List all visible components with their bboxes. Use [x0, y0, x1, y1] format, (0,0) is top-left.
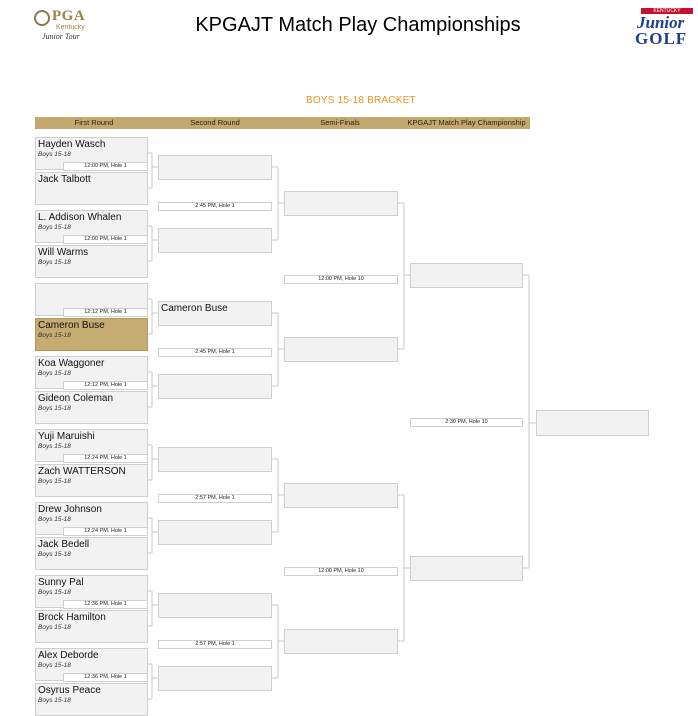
- player-division: Boys 15-18: [38, 697, 71, 704]
- second-round-slot[interactable]: [158, 593, 272, 618]
- match-time-label: 12:00 PM, Hole 10: [284, 275, 398, 284]
- match-time-label: 12:36 PM, Hole 1: [63, 600, 148, 609]
- kyjg-logo-junior: Junior: [637, 13, 685, 32]
- column-header-semi-finals: Semi-Finals: [320, 118, 360, 127]
- bracket-title: BOYS 15-18 BRACKET: [306, 95, 416, 106]
- player-division: Boys 15-18: [38, 224, 71, 231]
- player-division: Boys 15-18: [38, 443, 71, 450]
- player-name: Will Warms: [38, 247, 89, 258]
- player-division: Boys 15-18: [38, 259, 71, 266]
- match-time-label: 2:57 PM, Hole 1: [158, 640, 272, 649]
- semi-final-slot[interactable]: [284, 191, 398, 216]
- player-name: Alex Deborde: [38, 650, 99, 661]
- player-slot[interactable]: [35, 245, 148, 278]
- column-header-championship: KPGAJT Match Play Championship: [407, 118, 526, 127]
- player-name: Osyrus Peace: [38, 685, 101, 696]
- second-round-slot[interactable]: [158, 666, 272, 691]
- player-name: L. Addison Whalen: [38, 212, 122, 223]
- player-name: Jack Bedell: [38, 539, 90, 550]
- semi-final-slot[interactable]: [284, 337, 398, 362]
- match-time-label: 12:00 PM, Hole 1: [63, 162, 148, 171]
- second-round-slot[interactable]: [158, 520, 272, 545]
- champion-slot[interactable]: [536, 410, 649, 436]
- final-slot[interactable]: [410, 556, 523, 581]
- second-round-slot[interactable]: [158, 374, 272, 399]
- player-division: Boys 15-18: [38, 516, 71, 523]
- second-round-slot[interactable]: [158, 447, 272, 472]
- match-time-label: 12:00 PM, Hole 10: [284, 567, 398, 576]
- match-time-label: 2:30 PM, Hole 10: [410, 418, 523, 427]
- player-division: Boys 15-18: [38, 405, 71, 412]
- player-division: Boys 15-18: [38, 624, 71, 631]
- match-time-label: 2:45 PM, Hole 1: [158, 348, 272, 357]
- player-division: Boys 15-18: [38, 151, 71, 158]
- pga-logo-tour: Junior Tour: [42, 32, 80, 41]
- match-time-label: 12:12 PM, Hole 1: [63, 381, 148, 390]
- second-round-slot[interactable]: [158, 155, 272, 180]
- player-division: Boys 15-18: [38, 551, 71, 558]
- match-time-label: 2:57 PM, Hole 1: [158, 494, 272, 503]
- match-time-label: 12:24 PM, Hole 1: [63, 527, 148, 536]
- page-title: KPGAJT Match Play Championships: [195, 14, 521, 36]
- player-name: Zach WATTERSON: [38, 466, 126, 477]
- player-division: Boys 15-18: [38, 370, 71, 377]
- player-slot[interactable]: [35, 172, 148, 205]
- player-slot[interactable]: [35, 683, 148, 716]
- player-name: Cameron Buse: [38, 320, 105, 331]
- player-name: Koa Waggoner: [38, 358, 105, 369]
- player-name: Jack Talbott: [38, 174, 91, 185]
- player-name: Sunny Pal: [38, 577, 84, 588]
- player-name: Hayden Wasch: [38, 139, 106, 150]
- player-slot[interactable]: [35, 318, 148, 351]
- match-time-label: 12:12 PM, Hole 1: [63, 308, 148, 317]
- match-time-label: 2:45 PM, Hole 1: [158, 202, 272, 211]
- match-time-label: 12:24 PM, Hole 1: [63, 454, 148, 463]
- match-time-label: 12:36 PM, Hole 1: [63, 673, 148, 682]
- semi-final-slot[interactable]: [284, 483, 398, 508]
- kyjg-logo-golf: GOLF: [635, 29, 688, 48]
- player-name: Brock Hamilton: [38, 612, 106, 623]
- second-round-slot[interactable]: [158, 301, 272, 326]
- pga-logo-text: PGA: [52, 8, 86, 24]
- pga-logo-state: Kentucky: [56, 24, 85, 31]
- player-division: Boys 15-18: [38, 589, 71, 596]
- second-round-slot[interactable]: [158, 228, 272, 253]
- player-name: Yuji Maruishi: [38, 431, 95, 442]
- column-header-first-round: First Round: [74, 118, 114, 127]
- match-time-label: 12:00 PM, Hole 1: [63, 235, 148, 244]
- player-name: Gideon Coleman: [38, 393, 114, 404]
- player-name: Drew Johnson: [38, 504, 102, 515]
- player-division: Boys 15-18: [38, 478, 71, 485]
- kyjg-logo-state: KENTUCKY: [641, 8, 693, 14]
- semi-final-slot[interactable]: [284, 629, 398, 654]
- player-division: Boys 15-18: [38, 332, 71, 339]
- player-slot[interactable]: [35, 537, 148, 570]
- player-division: Boys 15-18: [38, 662, 71, 669]
- final-slot[interactable]: [410, 263, 523, 288]
- column-header-second-round: Second Round: [190, 118, 240, 127]
- player-slot[interactable]: [35, 610, 148, 643]
- player-slot[interactable]: [35, 391, 148, 424]
- player-slot[interactable]: [35, 464, 148, 497]
- advancing-player-name: Cameron Buse: [161, 303, 228, 314]
